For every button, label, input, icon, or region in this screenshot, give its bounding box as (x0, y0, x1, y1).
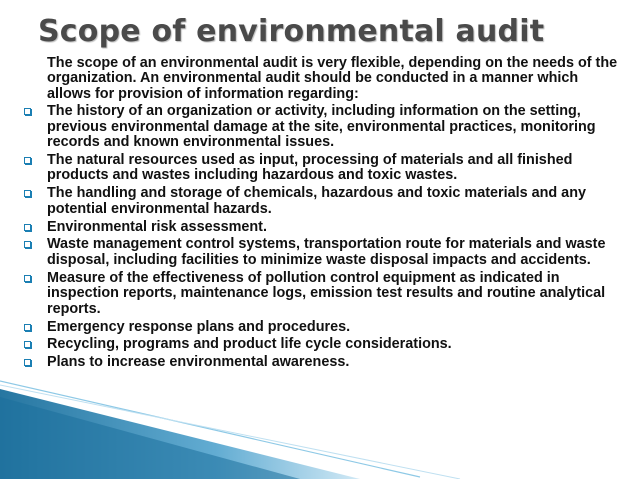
bullet-item (22, 237, 622, 268)
hollow-square-bullet-icon (24, 359, 31, 366)
bullet-item (22, 355, 622, 370)
corner-wave-decoration (0, 369, 638, 479)
hollow-square-bullet-icon (24, 190, 31, 197)
hollow-square-bullet-icon (24, 275, 31, 282)
hollow-square-bullet-icon (24, 108, 31, 115)
bullet-item (22, 104, 622, 150)
hollow-square-bullet-icon (24, 324, 31, 331)
bullet-item (22, 220, 622, 235)
bullet-text: The handling and storage of chemicals, hazardous and toxic materials and any potential environmental hazards. (47, 185, 586, 217)
hollow-square-bullet-icon (24, 224, 31, 231)
bullet-text: The history of an organization or activity, including information on the setting, previous environmental damage at the site, environmental practices, monitoring records and known environmental issues. (47, 103, 596, 151)
bullet-text: Emergency response plans and procedures. (47, 318, 351, 335)
bullet-text: Plans to increase environmental awareness. (47, 354, 350, 371)
bullet-text: Environmental risk assessment. (47, 218, 267, 235)
bullet-item (22, 271, 622, 317)
bullet-item (22, 153, 622, 184)
bullet-text: Measure of the effectiveness of pollution control equipment as indicated in inspection reports, maintenance logs, emission test results and routine analytical reports. (47, 269, 606, 317)
bullet-text: The natural resources used as input, processing of materials and all finished products and wastes including hazardous and toxic wastes. (47, 151, 573, 184)
hollow-square-bullet-icon (24, 157, 31, 164)
slide-title: Scope of environmental audit (38, 14, 545, 49)
bullet-item (22, 186, 622, 217)
hollow-square-bullet-icon (24, 241, 31, 248)
bullet-item (22, 320, 622, 335)
bullet-list (22, 104, 622, 371)
bullet-text: Waste management control systems, transportation route for materials and waste disposal, including facilities to minimize waste disposal impacts and accidents. (47, 236, 606, 268)
bullet-text: Recycling, programs and product life cycle considerations. (47, 336, 452, 353)
intro-paragraph: The scope of an environmental audit is very flexible, depending on the needs of the organization. An environmental audit should be conducted in a manner which allows for provision of information regarding: (47, 55, 618, 102)
bullet-item (22, 337, 622, 352)
slide-body (22, 56, 622, 373)
hollow-square-bullet-icon (24, 341, 31, 348)
